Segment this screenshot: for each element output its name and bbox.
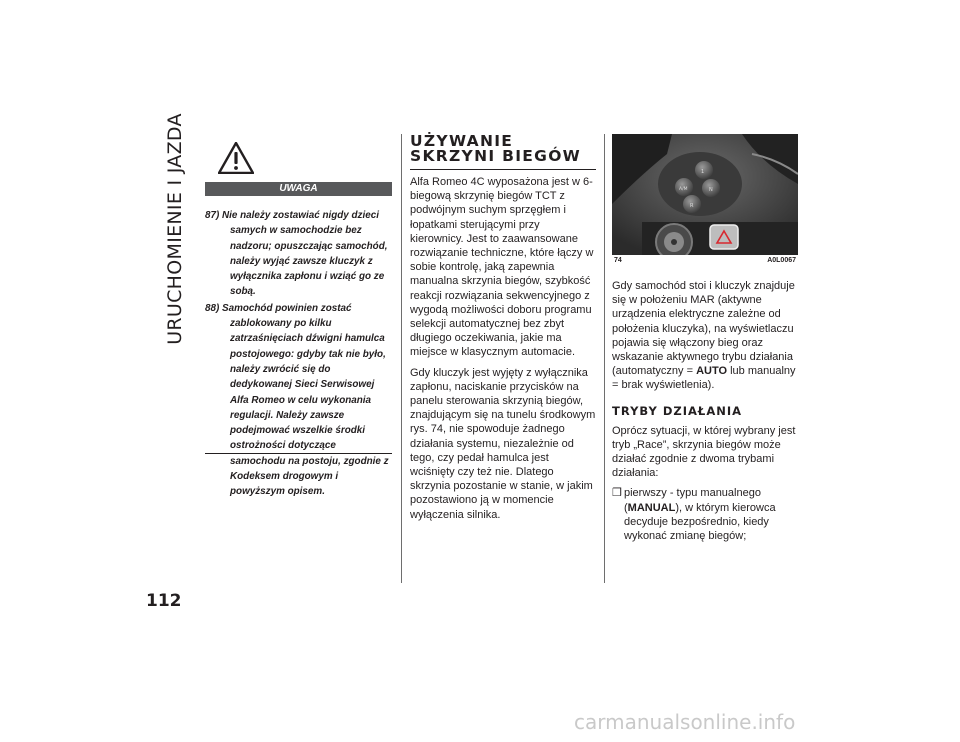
display-paragraph [612, 279, 798, 393]
middle-column [410, 134, 596, 528]
section-title-text: URUCHOMIENIE I JAZDA [164, 113, 187, 345]
figure-code: A0L0067 [767, 257, 796, 264]
gear-selector-figure [612, 134, 798, 268]
watermark: carmanualsonline.info [574, 710, 796, 734]
svg-text:R: R [690, 203, 694, 209]
warning-list [205, 208, 392, 501]
right-column [612, 134, 798, 543]
bullet-text-2: ), w którym kierowca decyduje bezpośrednio, kiedy wykonać zmianę biegów; [624, 501, 776, 543]
display-paragraph-auto: AUTO [696, 365, 728, 378]
gearbox-heading: UŻYWANIE SKRZYNI BIEGÓW [410, 134, 596, 170]
list-item [612, 486, 798, 543]
svg-text:N: N [709, 187, 713, 193]
bullet-bold: MANUAL [627, 501, 676, 514]
gearbox-paragraph-1: Alfa Romeo 4C wyposażona jest w 6-biegową skrzynię biegów TCT z podwójnym suchym sprzęgłem i łopatkami sterującymi przy kierownicy. Jest to zaawansowane rozwiązanie techniczne, które łączy w sobie kontrolę, jaką zapewnia manualna skrzynia biegów, szybkość reakcji rozwiązania sekwencyjnego z wygodą możliwości doboru programu selekcji automatycznej bez zbyt długiego oczekiwania, jakie ma miejsce w klasycznym automacie. [410, 176, 594, 359]
bullet-text-1: pierwszy - typu manualnego ( [624, 487, 761, 514]
modes-heading: TRYBY DZIAŁANIA [612, 403, 743, 418]
column-divider-2 [604, 134, 605, 583]
gearbox-paragraph-2: Gdy kluczyk jest wyjęty z wyłącznika zapłonu, naciskanie przycisków na panelu sterowania skrzynią biegów, znajdującym się na tunelu środkowym rys. 74, nie spowoduje żadnego działania systemu, niezależnie od tego, czy pedał hamulca jest wciśnięty czy też nie. Dlatego skrzynia pozostanie w stanie, w jakim pozostawiono ją w momencie wyłączenia silnika. [410, 366, 596, 521]
warning-item-87: 87) Nie należy zostawiać nigdy dzieci samych w samochodzie bez nadzoru; opuszczając samochód, należy wyjąć zawsze kluczyk z wyłącznika zapłonu i wziąć go ze sobą. [205, 210, 388, 298]
checkbox-bullet-icon: ❒ [612, 487, 622, 500]
figure-number: 74 [614, 257, 622, 264]
svg-text:1: 1 [701, 169, 705, 175]
column-divider-1 [401, 134, 402, 583]
svg-text:A/M: A/M [679, 187, 688, 192]
warning-triangle-icon [218, 142, 254, 174]
modes-paragraph: Oprócz sytuacji, w której wybrany jest tryb „Race”, skrzynia biegów może działać zgodnie z dwoma trybami działania: [612, 424, 796, 480]
section-title [160, 113, 190, 345]
warning-label: UWAGA [205, 182, 392, 196]
warning-item-88: 88) Samochód powinien zostać zablokowany po kilku zatrzaśnięciach dźwigni hamulca postojowego: gdyby tak nie było, należy zwrócić się do dedykowanej Sieci Serwisowej Alfa Romeo w celu wykonania regulacji. Należy zawsze podejmować wszelkie środki ostrożności dotyczące samochodu na postoju, zgodnie z Kodeksem drogowym i powyższym opisem. [205, 302, 389, 498]
display-paragraph-text-1: Gdy samochód stoi i kluczyk znajduje się w położeniu MAR (aktywne urządzenia elektryczne zależne od położenia kluczyka), na wyświetlaczu pojawia się włączony bieg oraz wskazanie aktywnego trybu działania (automatyczny = [612, 280, 795, 378]
gear-selector-image [612, 134, 798, 255]
warning-box [205, 140, 392, 498]
page-number: 112 [146, 591, 182, 611]
display-paragraph-text-2: lub manualny = brak wyświetlenia). [612, 365, 796, 392]
